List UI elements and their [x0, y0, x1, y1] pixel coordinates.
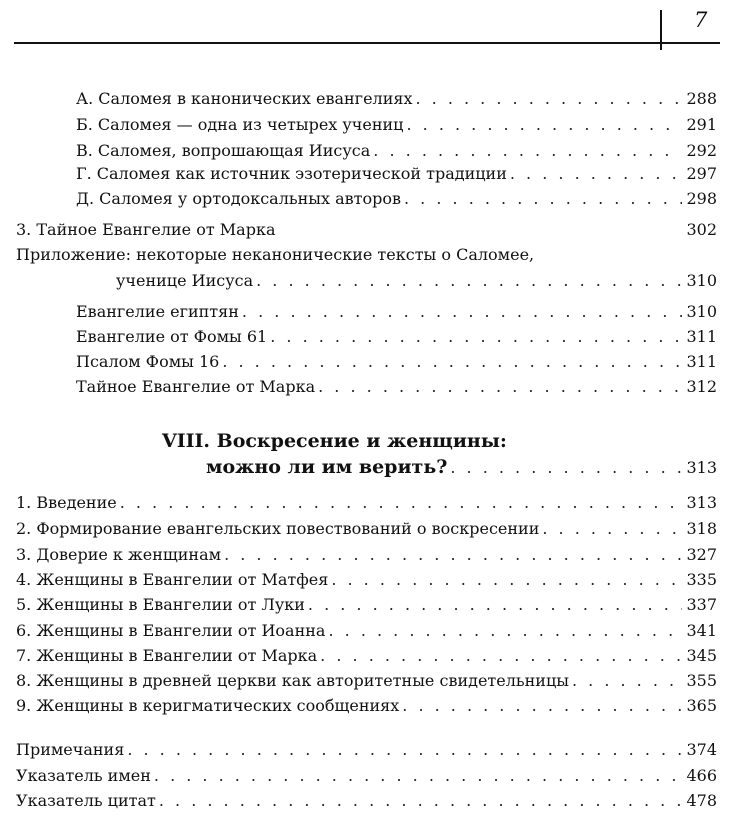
dot-leader: [221, 544, 682, 566]
toc-entry[interactable]: [16, 790, 717, 812]
toc-entry[interactable]: [76, 188, 717, 210]
toc-entry-label: 4. Женщины в Евангелии от Матфея: [16, 570, 329, 589]
toc-entry[interactable]: [76, 88, 717, 110]
appendix-title: Приложение: некоторые неканонические тексты о Саломее,: [16, 245, 535, 264]
dot-leader: [325, 620, 682, 642]
toc-entry-page: 341: [686, 621, 717, 640]
toc-entry-page: 345: [686, 646, 717, 665]
dot-leader: [117, 492, 683, 514]
dot-leader: [124, 739, 682, 761]
dot-leader: [317, 645, 682, 667]
toc-entry-label: Б. Саломея — одна из четырех учениц: [76, 115, 404, 134]
toc-entry-label: Указатель цитат: [16, 791, 156, 810]
toc-entry-page: 302: [686, 220, 717, 239]
dot-leader: [412, 88, 682, 110]
toc-entry[interactable]: [116, 270, 717, 292]
toc-entry-page: 478: [686, 791, 717, 810]
dot-leader: [401, 188, 682, 210]
toc-entry-page: 335: [686, 570, 717, 589]
toc-entry-label: В. Саломея, вопрошающая Иисуса: [76, 141, 371, 160]
toc-entry-label: Псалом Фомы 16: [76, 352, 220, 371]
toc-entry-page: 466: [686, 766, 717, 785]
toc-entry-page: 318: [686, 519, 717, 538]
toc-entry-label: ученице Иисуса: [116, 271, 254, 290]
toc-entry-page: 365: [686, 696, 717, 715]
toc-entry-page: 311: [686, 327, 717, 346]
toc-entry[interactable]: [16, 544, 717, 566]
toc-entry-label: А. Саломея в канонических евангелиях: [76, 89, 413, 108]
dot-leader: [403, 114, 682, 136]
toc-entry[interactable]: [16, 219, 717, 241]
dot-leader: [539, 518, 682, 540]
toc-entry-label: 5. Женщины в Евангелии от Луки: [16, 595, 305, 614]
toc-entry[interactable]: [16, 620, 717, 642]
header-divider: [660, 10, 662, 50]
toc-entry-label: Д. Саломея у ортодоксальных авторов: [76, 189, 401, 208]
toc-entry[interactable]: [16, 695, 717, 717]
toc-entry[interactable]: [16, 645, 717, 667]
dot-leader: [328, 569, 682, 591]
toc-entry[interactable]: [76, 163, 717, 185]
dot-leader: [219, 351, 682, 373]
header-rule: [14, 42, 720, 44]
dot-leader: [156, 790, 683, 812]
toc-entry-page: 355: [686, 671, 717, 690]
toc-entry-page: 288: [686, 89, 717, 108]
toc-entry[interactable]: [16, 765, 717, 787]
toc-entry-page: 311: [686, 352, 717, 371]
toc-entry[interactable]: [76, 301, 717, 323]
toc-entry-page: 298: [686, 189, 717, 208]
toc-entry-label: Указатель имен: [16, 766, 151, 785]
toc-entry-label: Примечания: [16, 740, 125, 759]
toc-entry[interactable]: [16, 569, 717, 591]
toc-entry-label: 6. Женщины в Евангелии от Иоанна: [16, 621, 326, 640]
toc-entry[interactable]: [76, 140, 717, 162]
toc-entry[interactable]: [76, 326, 717, 348]
toc-entry[interactable]: [76, 114, 717, 136]
dot-leader: [569, 670, 682, 692]
toc-entry[interactable]: [16, 594, 717, 616]
chapter-title: VIII. Воскресение и женщины:: [162, 430, 507, 452]
toc-entry-label: Тайное Евангелие от Марка: [76, 377, 316, 396]
chapter-title-line2: можно ли им верить?: [206, 456, 448, 478]
chapter-entry[interactable]: [206, 454, 717, 481]
toc-entry-page: 327: [686, 545, 717, 564]
dot-leader: [370, 140, 682, 162]
dot-leader: [267, 326, 682, 348]
toc-entry-label: 9. Женщины в керигматических сообщениях: [16, 696, 400, 715]
dot-leader: [507, 163, 683, 185]
toc-entry[interactable]: [76, 376, 717, 398]
toc-entry-label: 8. Женщины в древней церкви как авторитетные свидетельницы: [16, 671, 569, 690]
toc-entry-page: 292: [686, 141, 717, 160]
toc-entry[interactable]: [16, 518, 717, 540]
toc-entry-label: 1. Введение: [16, 493, 117, 512]
page-number: 7: [694, 8, 708, 32]
toc-entry-page: 310: [686, 271, 717, 290]
toc-entry-page: 313: [686, 458, 717, 477]
toc-entry-page: 313: [686, 493, 717, 512]
dot-leader: [399, 695, 682, 717]
toc-entry-label: 3. Доверие к женщинам: [16, 545, 222, 564]
toc-entry[interactable]: [16, 670, 717, 692]
dot-leader: [447, 455, 682, 481]
toc-entry-label: Г. Саломея как источник эзотерической традиции: [76, 164, 507, 183]
toc-entry-label: 3. Тайное Евангелие от Марка: [16, 220, 276, 239]
toc-entry-page: 310: [686, 302, 717, 321]
dot-leader: [253, 270, 682, 292]
toc-entry[interactable]: [76, 351, 717, 373]
dot-leader: [239, 301, 683, 323]
toc-entry-page: 312: [686, 377, 717, 396]
toc-entry-page: 291: [686, 115, 717, 134]
toc-entry-label: Евангелие египтян: [76, 302, 239, 321]
dot-leader: [305, 594, 683, 616]
toc-entry-page: 297: [686, 164, 717, 183]
toc-entry[interactable]: [16, 739, 717, 761]
dot-leader: [151, 765, 683, 787]
toc-entry-page: 337: [686, 595, 717, 614]
dot-leader: [315, 376, 682, 398]
toc-entry[interactable]: [16, 492, 717, 514]
toc-entry-label: 2. Формирование евангельских повествований о воскресении: [16, 519, 540, 538]
toc-entry-page: 374: [686, 740, 717, 759]
toc-entry-label: Евангелие от Фомы 61: [76, 327, 268, 346]
toc-entry-label: 7. Женщины в Евангелии от Марка: [16, 646, 318, 665]
